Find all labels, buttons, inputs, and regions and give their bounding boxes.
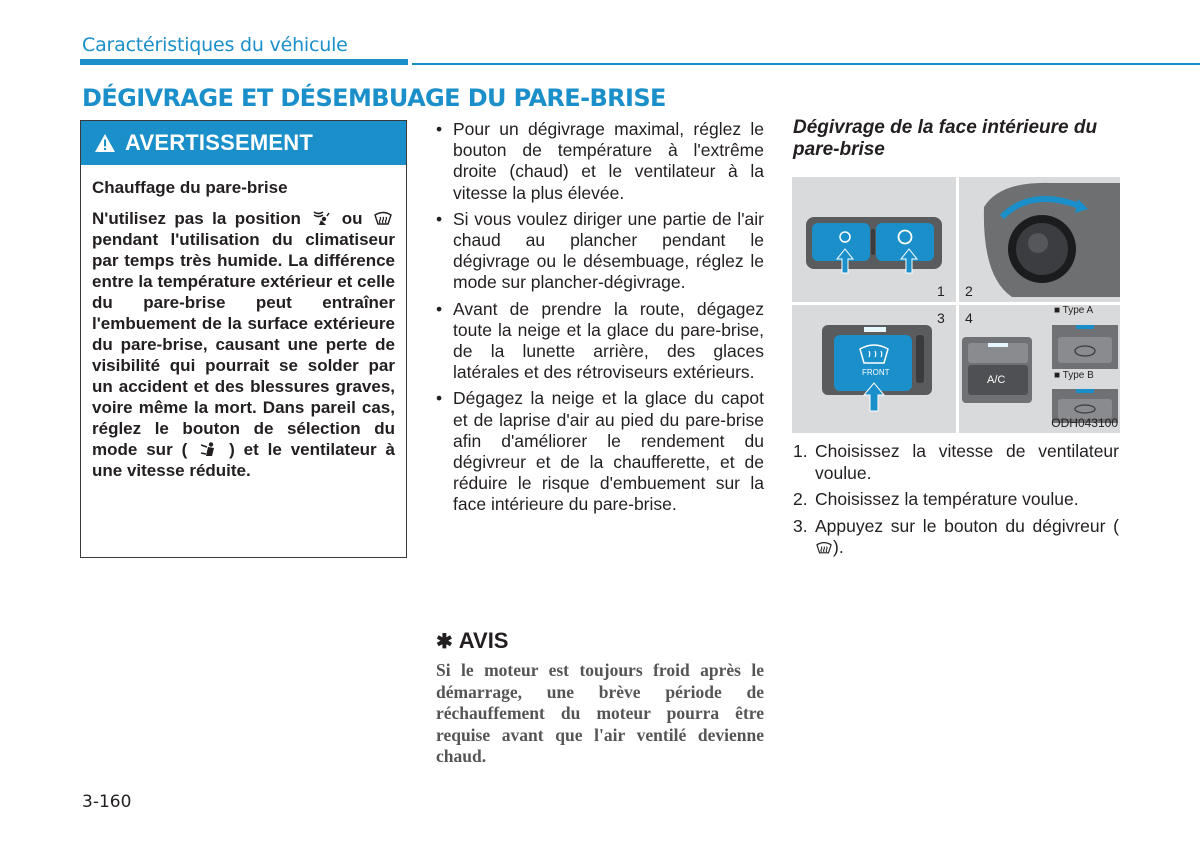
figure-ac-label: A/C [987,374,1006,386]
step-number: 1. [793,441,808,461]
warning-title: AVERTISSEMENT [125,130,313,155]
step-item-1 [793,441,1119,484]
step-text-after: ). [833,537,844,557]
avis-title: AVIS [458,628,509,653]
windshield-defrost-icon [374,210,392,226]
warning-text [92,208,395,481]
figure-label-3: 3 [937,310,945,326]
windshield-defrost-icon [816,539,832,555]
step-item-2 [793,489,1119,511]
page-number: 3-160 [82,792,132,812]
tip-item-4: • Dégagez la neige et la glace du capot et de laprise d'air au pied du pare-brise afin d'améliorer le rendement du dégivreur et de la chaufferette, et de réduire le risque d'embuement sur la face intérieure du pare-brise. [436,388,764,515]
climate-control-figure [792,177,1120,433]
warning-box [80,120,407,558]
header-rule-thin [412,63,1200,65]
warning-text-part-4: ) et le ventilateur à une vitesse réduite. [92,440,396,480]
warning-text-part-2: ou [341,209,363,228]
warning-header [81,121,406,165]
warning-text-part-3: pendant l'utilisation du climatiseur par temps très humide. La différence entre la température extérieur et celle du pare-brise peut entraîner l'embuement de la surface extérieure du pare-brise, causant une perte de visibilité qui pourrait se solder par un accident et des blessures graves, voire même la mort. Dans pareil cas, réglez le bouton de sélection du mode sur ( [92,230,395,459]
step-text-before: Appuyez sur le bouton du dégivreur ( [815,515,1119,536]
figure-code: ODH043100 [1051,416,1118,430]
figure-label-4: 4 [965,310,973,326]
face-floor-mode-icon [199,441,217,457]
asterisk-icon: ✱ [436,630,453,653]
defrost-heading: Dégivrage de la face intérieure du pare-brise [793,117,1098,160]
step-text: Choisissez la vitesse de ventilateur voulue. [815,441,1119,483]
avis-heading [436,628,508,654]
figure-label-1: 1 [937,283,945,299]
step-text [815,516,1119,559]
step-text: Choisissez la température voulue. [815,489,1079,509]
tips-list [436,119,764,521]
warning-triangle-icon [94,133,116,153]
tip-item-1: • Pour un dégivrage maximal, réglez le bouton de température à l'extrême droite (chaud) et le ventilateur à la vitesse la plus élevée. [436,119,764,204]
warning-body [81,165,406,481]
figure-type-b: ■ Type B [1054,370,1094,381]
step-number: 2. [793,489,808,509]
figure-label-2: 2 [965,283,973,299]
section-title: Caractéristiques du véhicule [82,34,348,56]
step-item-3 [793,516,1119,559]
figure-front-label: FRONT [862,368,890,377]
tip-item-2: • Si vous voulez diriger une partie de l'air chaud au plancher pendant le dégivrage ou le désembuage, réglez le mode sur plancher-dégivrage. [436,209,764,294]
header-rule-thick [80,59,408,65]
tip-item-3: • Avant de prendre la route, dégagez toute la neige et la glace du pare-brise, de la lunette arrière, des glaces latérales et des rétroviseurs extérieurs. [436,299,764,384]
avis-text: Si le moteur est toujours froid après le démarrage, une brève période de réchauffement du moteur pourra être requise avant que l'air ventilé devienne chaud. [436,660,764,766]
steps-list [793,441,1119,564]
warning-text-part-1: N'utilisez pas la position [92,209,301,228]
page-heading: DÉGIVRAGE ET DÉSEMBUAGE DU PARE-BRISE [82,84,666,112]
warning-subtitle: Chauffage du pare-brise [92,178,288,197]
figure-type-a: ■ Type A [1054,305,1094,316]
step-number: 3. [793,515,808,536]
floor-defrost-mode-icon [312,210,330,226]
